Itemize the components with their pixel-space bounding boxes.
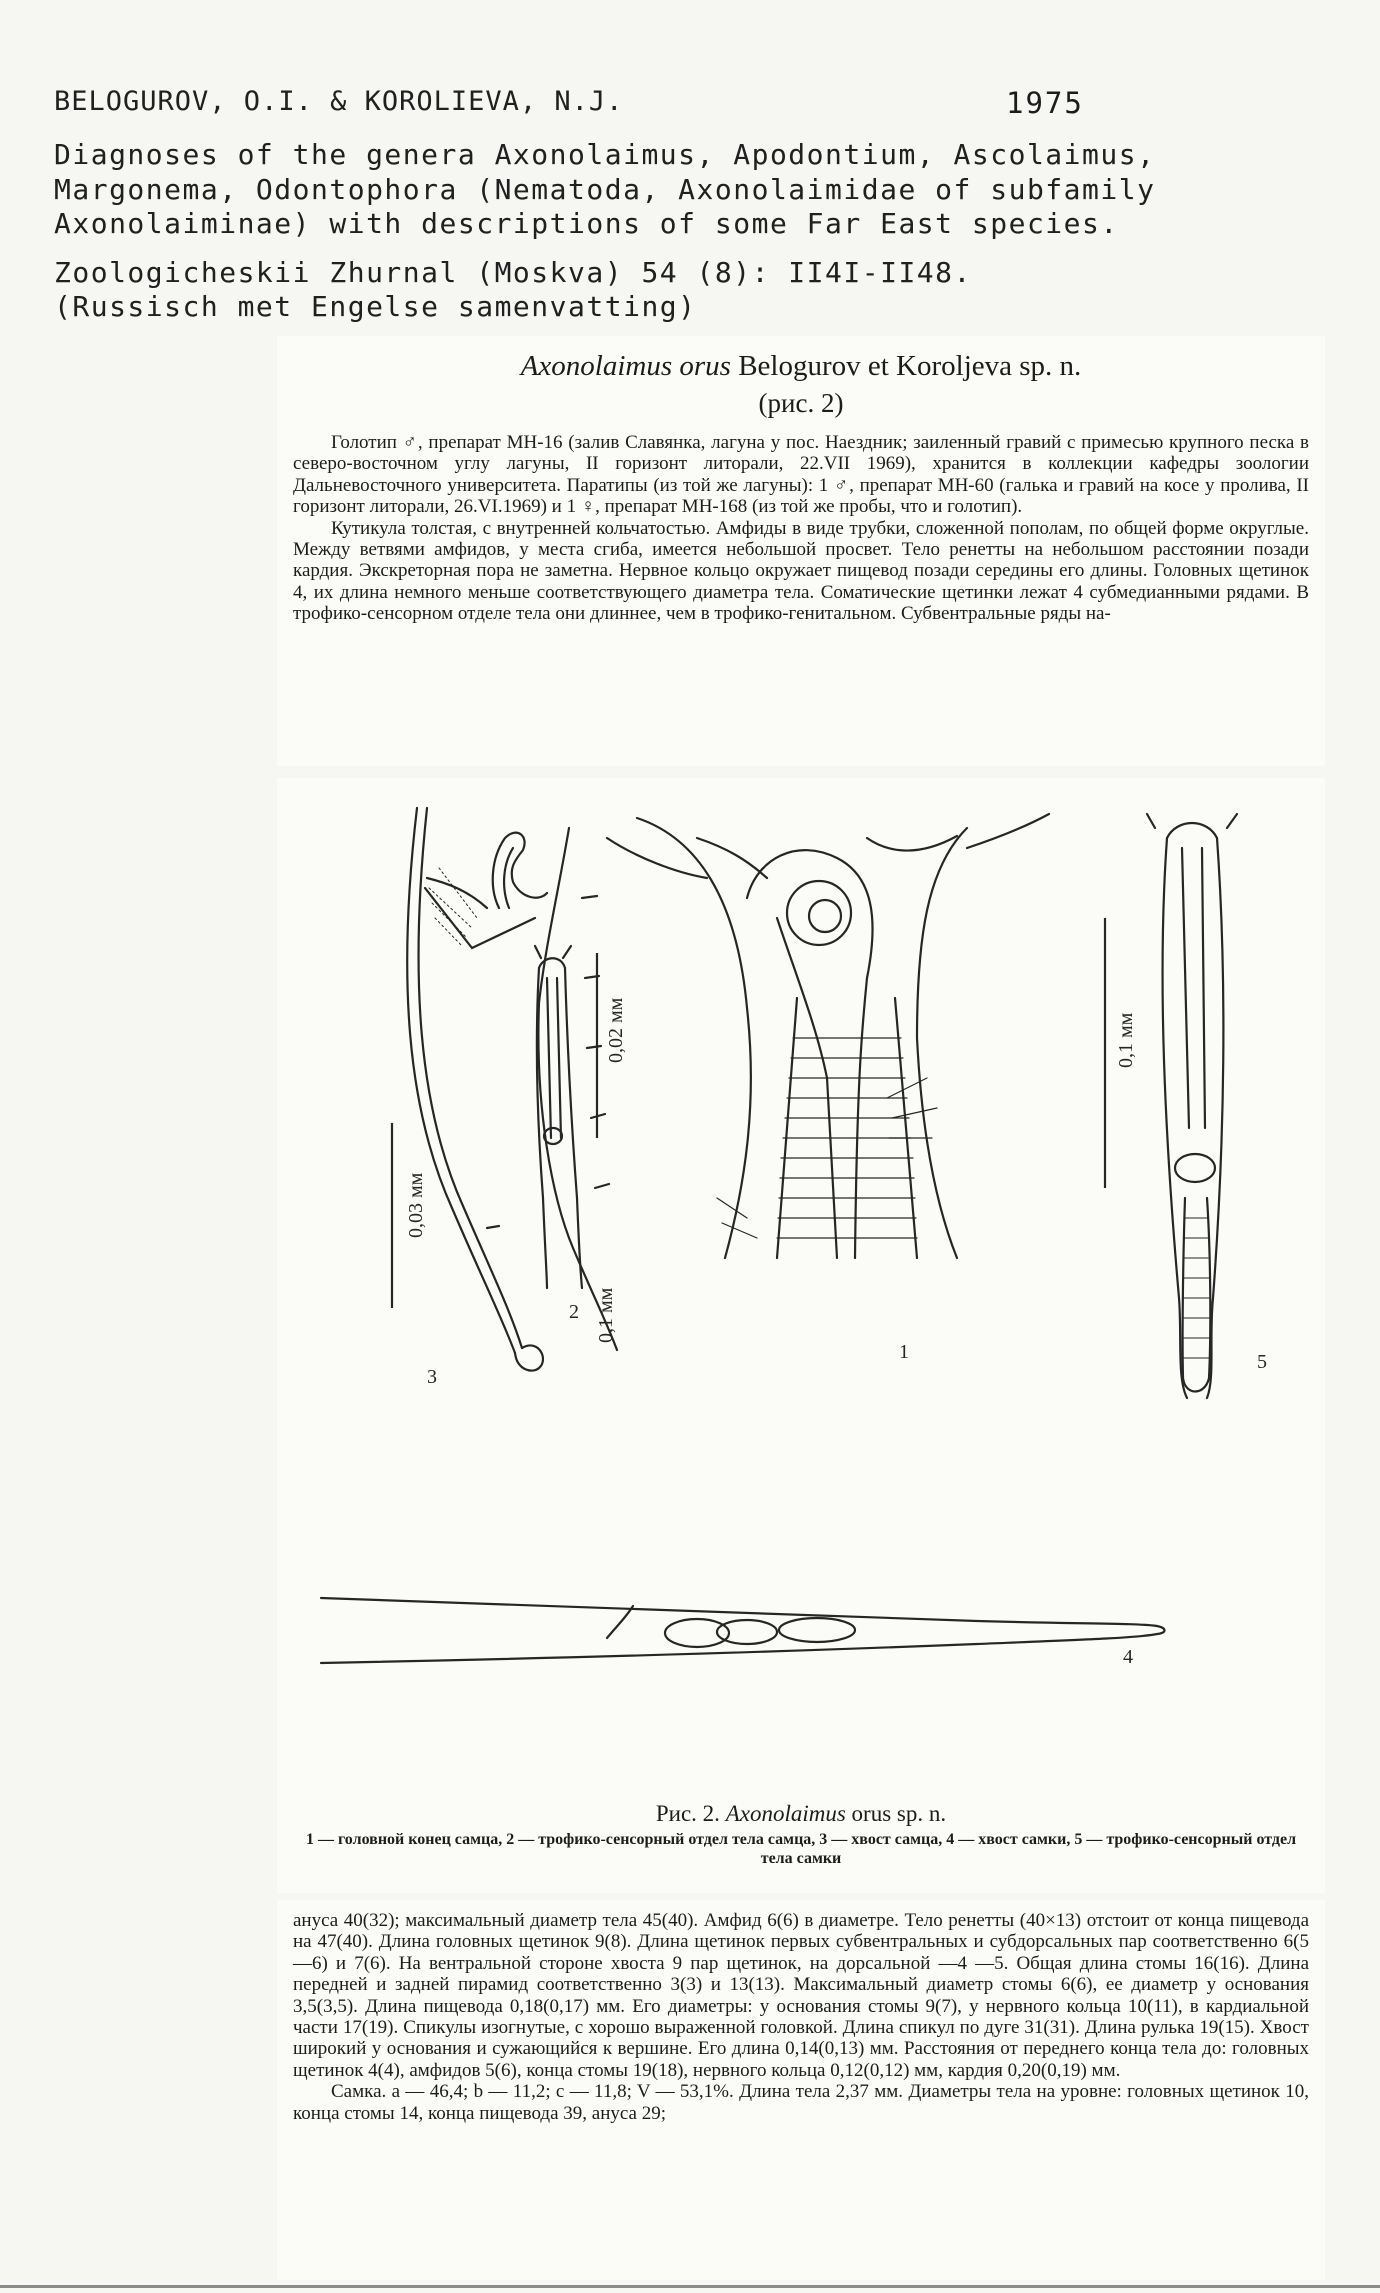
panel-label-3: 3 [427, 1366, 437, 1388]
panel-label-5: 5 [1257, 1351, 1267, 1373]
header-title-line-2: Margonema, Odontophora (Nematoda, Axonolaimidae of subfamily [54, 173, 1156, 206]
species-heading [277, 350, 1325, 383]
panel-label-1: 1 [899, 1341, 909, 1363]
paragraph-female: Самка. a — 46,4; b — 11,2; c — 11,8; V — 53,1%. Длина тела 2,37 мм. Диаметры тела на уровне: головных щетинок 10, конца стомы 14, конца пищевода 39, ануса 29; [293, 2081, 1309, 2124]
page-edge-line [0, 2285, 1380, 2288]
clipping-figure [277, 778, 1325, 1893]
header-title-line-1: Diagnoses of the genera Axonolaimus, Apodontium, Ascolaimus, [54, 138, 1156, 171]
figure-caption [277, 1801, 1325, 1827]
description-text-top [293, 432, 1309, 625]
caption-suffix: orus sp. n. [851, 1801, 947, 1826]
scale-label-01mm-male: 0,1 мм [595, 1287, 617, 1343]
caption-prefix: Рис. 2. [655, 1801, 720, 1826]
header-authors: BELOGUROV, O.I. & KOROLIEVA, N.J. [54, 86, 624, 117]
header-journal: Zoologicheskii Zhurnal (Moskva) 54 (8): II4I-II48. [54, 256, 972, 289]
paragraph-morphology: Кутикула толстая, с внутренней кольчатостью. Амфиды в виде трубки, сложенной пополам, по общей форме округлые. Между ветвями амфидов, у места сгиба, имеется небольшой просвет. Тело ренетты на небольшом расстоянии позади кардия. Экскреторная пора не заметна. Нервное кольцо окружает пищевод позади середины его длины. Головных щетинок 4, их длина немного меньше соответствующего диаметра тела. Соматические щетинки лежат 4 субмедианными рядами. В трофико-сенсорном отделе тела они длиннее, чем в трофико-генитальном. Субвентральные ряды на- [293, 517, 1309, 625]
paragraph-measurements: ануса 40(32); максимальный диаметр тела 45(40). Амфид 6(6) в диаметре. Тело ренетты (40×13) отстоит от конца пищевода на 47(40). Длина головных щетинок 9(8). Длина щетинок первых субвентральных и субдорсальных пар соответственно 6(5—6) и 7(6). На вентральной стороне хвоста 9 пар щетинок, на дорсальной —4 —5. Общая длина стомы 16(16). Длина передней и задней пирамид соответственно 3(3) и 13(13). Максимальный диаметр стомы 6(6), ее диаметр у основания 3,5(3,5). Длина пищевода 0,18(0,17) мм. Его диаметры: у основания стомы 9(7), у нервного кольца 10(11), в кардиальной части 17(19). Спикулы изогнутые, с хорошо выраженной головкой. Длина спикул по дуге 31(31). Длина рулька 19(15). Хвост широкий у основания и сужающийся к вершине. Его длина 0,14(0,13) мм. Расстояния от переднего конца тела до: головных щетинок 4(4), амфидов 5(6), конца стомы 19(18), нервного кольца 0,12(0,12) мм, кардия 0,20(0,19) мм. [293, 1910, 1309, 2081]
header-year: 1975 [1006, 86, 1084, 120]
drawing-female-tail [321, 1598, 1165, 1663]
scale-label-01mm-female: 0,1 мм [1115, 1012, 1137, 1068]
figure-drawings [277, 778, 1325, 1893]
figure-reference: (рис. 2) [758, 388, 844, 418]
drawing-female-anterior-body [1147, 814, 1237, 1398]
figure-legend: 1 — головной конец самца, 2 — трофико-сенсорный отдел тела самца, 3 — хвост самца, 4 — хвост самки, 5 — трофико-сенсорный отдел тела самки [305, 1831, 1297, 1867]
scale-label-002mm: 0,02 мм [605, 997, 627, 1063]
species-authority: Belogurov et Koroljeva sp. n. [738, 350, 1082, 382]
clipping-description-bottom [277, 1900, 1325, 2280]
species-name: Axonolaimus orus [520, 350, 731, 382]
panel-label-2: 2 [569, 1301, 579, 1323]
panel-label-4: 4 [1123, 1646, 1133, 1668]
paragraph-types: Голотип ♂, препарат МН-16 (залив Славянка, лагуна у пос. Наездник; заиленный гравий с примесью крупного песка в северо-восточном углу лагуны, II горизонт литорали, 22.VII 1969), хранится в коллекции кафедры зоологии Дальневосточного университета. Паратипы (из той же лагуны): 1 ♂, препарат МН-60 (галька и гравий на косе у пролива, II горизонт литорали, 26.VI.1969) и 1 ♀, препарат МН-168 (из той же пробы, что и голотип). [293, 432, 1309, 518]
drawing-male-tail [407, 808, 617, 1371]
header-title-line-3: Axonolaiminae) with descriptions of some Far East species. [54, 207, 1119, 240]
caption-species: Axonolaimus [725, 1801, 846, 1826]
scale-bars [392, 918, 1105, 1308]
description-text-bottom [293, 1910, 1309, 2124]
header-language-note: (Russisch met Engelse samenvatting) [54, 290, 697, 323]
scale-label-003mm: 0,03 мм [405, 1172, 427, 1238]
female-pharynx-annulation [1183, 1218, 1209, 1358]
clipping-description-top [277, 336, 1325, 766]
drawing-male-head [607, 814, 1049, 1258]
